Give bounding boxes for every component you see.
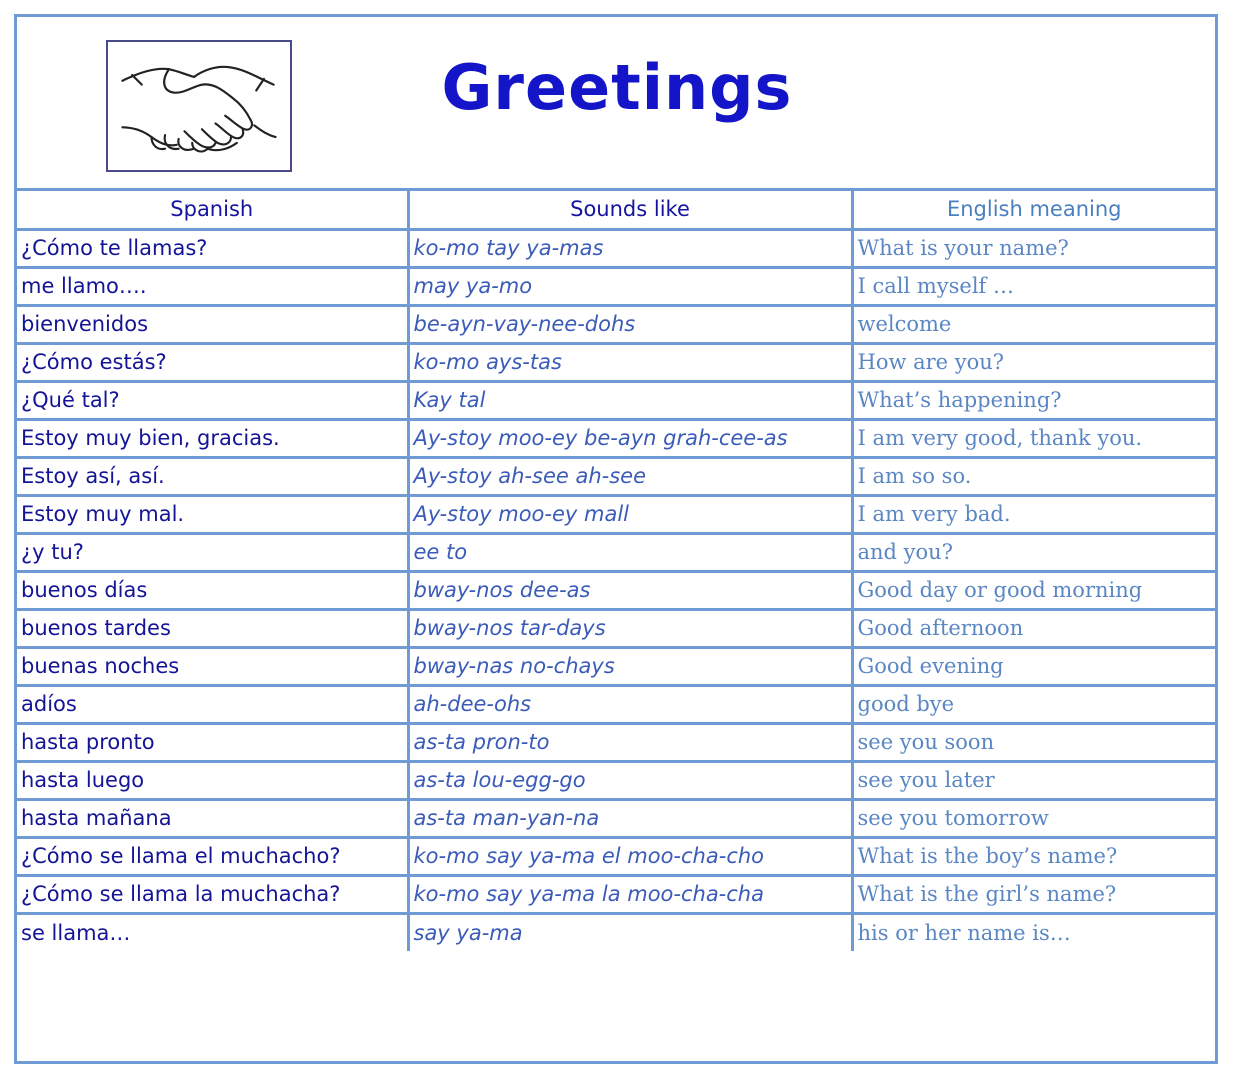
cell-spanish: hasta pronto	[17, 723, 408, 761]
cell-spanish: hasta luego	[17, 761, 408, 799]
cell-sounds-like: bway-nas no-chays	[408, 647, 852, 685]
cell-sounds-like: ee to	[408, 533, 852, 571]
table-row	[17, 609, 1215, 647]
table-row	[17, 419, 1215, 457]
cell-english-meaning: see you later	[852, 761, 1215, 799]
cell-english-meaning: What’s happening?	[852, 381, 1215, 419]
cell-spanish: buenas noches	[17, 647, 408, 685]
cell-english-meaning: good bye	[852, 685, 1215, 723]
column-header-spanish: Spanish	[17, 191, 408, 229]
cell-spanish: Estoy muy bien, gracias.	[17, 419, 408, 457]
logo-box	[106, 40, 292, 172]
cell-spanish: Estoy así, así.	[17, 457, 408, 495]
cell-spanish: se llama…	[17, 913, 408, 951]
page-title: Greetings	[441, 51, 793, 124]
cell-sounds-like: as-ta man-yan-na	[408, 799, 852, 837]
cell-spanish: ¿Cómo estás?	[17, 343, 408, 381]
table-header-row	[17, 191, 1215, 229]
greetings-table	[17, 191, 1215, 951]
cell-spanish: ¿Cómo te llamas?	[17, 229, 408, 267]
cell-english-meaning: I am so so.	[852, 457, 1215, 495]
cell-sounds-like: ko-mo say ya-ma el moo-cha-cho	[408, 837, 852, 875]
cell-spanish: bienvenidos	[17, 305, 408, 343]
table-row	[17, 913, 1215, 951]
table-row	[17, 571, 1215, 609]
cell-spanish: ¿Qué tal?	[17, 381, 408, 419]
cell-spanish: me llamo….	[17, 267, 408, 305]
cell-english-meaning: Good day or good morning	[852, 571, 1215, 609]
cell-sounds-like: Ay-stoy moo-ey be-ayn grah-cee-as	[408, 419, 852, 457]
table-row	[17, 457, 1215, 495]
table-row	[17, 837, 1215, 875]
cell-sounds-like: may ya-mo	[408, 267, 852, 305]
cell-sounds-like: as-ta lou-egg-go	[408, 761, 852, 799]
cell-spanish: hasta mañana	[17, 799, 408, 837]
cell-sounds-like: ko-mo say ya-ma la moo-cha-cha	[408, 875, 852, 913]
handshake-icon	[108, 42, 290, 170]
table-row	[17, 343, 1215, 381]
cell-sounds-like: ko-mo ays-tas	[408, 343, 852, 381]
cell-spanish: adíos	[17, 685, 408, 723]
cell-spanish: ¿y tu?	[17, 533, 408, 571]
table-row	[17, 267, 1215, 305]
greetings-sheet	[14, 14, 1218, 1064]
cell-spanish: buenos tardes	[17, 609, 408, 647]
cell-sounds-like: bway-nos tar-days	[408, 609, 852, 647]
cell-english-meaning: see you tomorrow	[852, 799, 1215, 837]
table-row	[17, 647, 1215, 685]
cell-english-meaning: I call myself …	[852, 267, 1215, 305]
table-row	[17, 875, 1215, 913]
column-header-sounds-like: Sounds like	[408, 191, 852, 229]
cell-sounds-like: be-ayn-vay-nee-dohs	[408, 305, 852, 343]
cell-english-meaning: welcome	[852, 305, 1215, 343]
cell-english-meaning: What is the boy’s name?	[852, 837, 1215, 875]
table-row	[17, 381, 1215, 419]
cell-spanish: buenos días	[17, 571, 408, 609]
cell-sounds-like: say ya-ma	[408, 913, 852, 951]
cell-sounds-like: bway-nos dee-as	[408, 571, 852, 609]
cell-english-meaning: What is the girl’s name?	[852, 875, 1215, 913]
cell-english-meaning: I am very good, thank you.	[852, 419, 1215, 457]
table-row	[17, 685, 1215, 723]
table-row	[17, 305, 1215, 343]
cell-english-meaning: How are you?	[852, 343, 1215, 381]
cell-english-meaning: Good afternoon	[852, 609, 1215, 647]
cell-english-meaning: see you soon	[852, 723, 1215, 761]
cell-sounds-like: Ay-stoy ah-see ah-see	[408, 457, 852, 495]
cell-sounds-like: as-ta pron-to	[408, 723, 852, 761]
table-row	[17, 799, 1215, 837]
cell-english-meaning: his or her name is…	[852, 913, 1215, 951]
cell-sounds-like: ah-dee-ohs	[408, 685, 852, 723]
cell-sounds-like: Kay tal	[408, 381, 852, 419]
table-row	[17, 723, 1215, 761]
cell-english-meaning: and you?	[852, 533, 1215, 571]
column-header-english-meaning: English meaning	[852, 191, 1215, 229]
cell-english-meaning: What is your name?	[852, 229, 1215, 267]
cell-spanish: Estoy muy mal.	[17, 495, 408, 533]
table-row	[17, 495, 1215, 533]
cell-sounds-like: ko-mo tay ya-mas	[408, 229, 852, 267]
table-row	[17, 229, 1215, 267]
table-row	[17, 761, 1215, 799]
cell-spanish: ¿Cómo se llama el muchacho?	[17, 837, 408, 875]
table-row	[17, 533, 1215, 571]
cell-english-meaning: I am very bad.	[852, 495, 1215, 533]
cell-sounds-like: Ay-stoy moo-ey mall	[408, 495, 852, 533]
header	[17, 17, 1215, 191]
cell-spanish: ¿Cómo se llama la muchacha?	[17, 875, 408, 913]
cell-english-meaning: Good evening	[852, 647, 1215, 685]
